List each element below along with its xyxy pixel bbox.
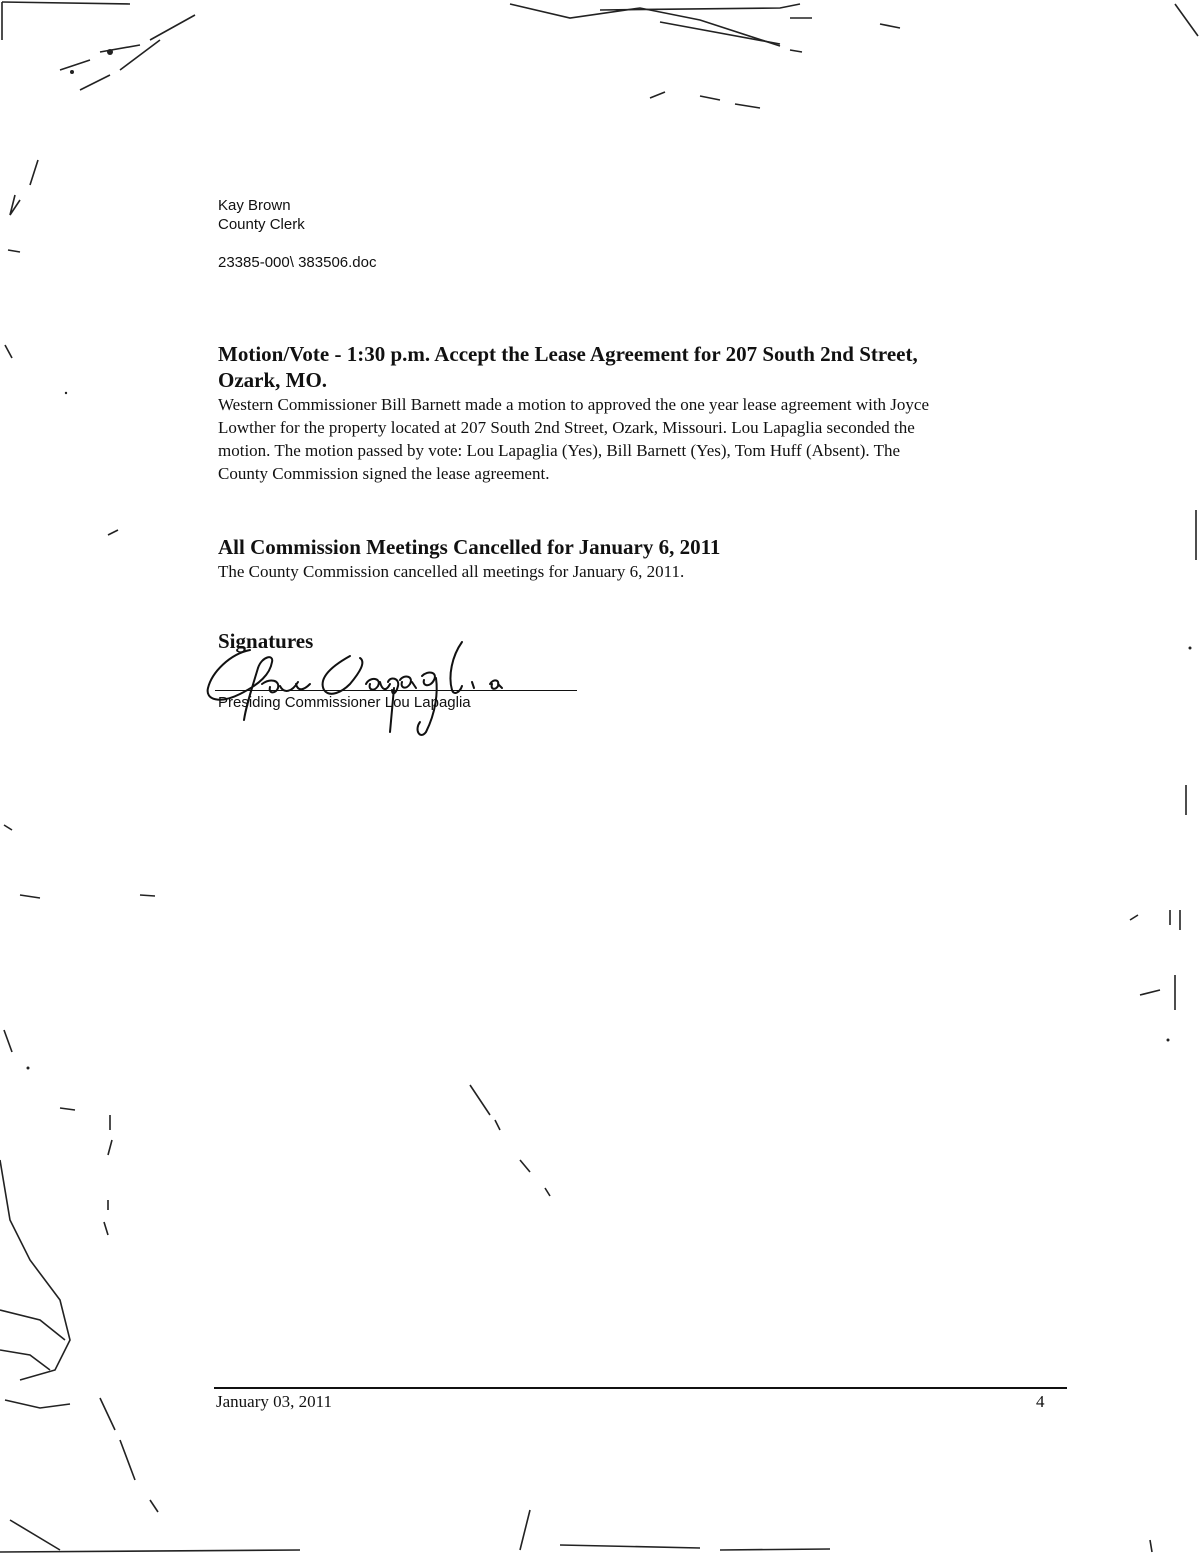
clerk-block xyxy=(218,196,305,234)
signature-caption: Presiding Commissioner Lou Lapaglia xyxy=(218,694,471,711)
clerk-title: County Clerk xyxy=(218,216,305,233)
signature-line xyxy=(215,690,577,691)
section-meetings-cancelled xyxy=(218,534,1058,583)
section-heading-line: Motion/Vote - 1:30 p.m. Accept the Lease Agreement for 207 South 2nd Street, xyxy=(218,342,918,366)
body-line: The County Commission cancelled all meetings for January 6, 2011. xyxy=(218,562,685,581)
footer-date: January 03, 2011 xyxy=(216,1392,332,1411)
handwritten-signature xyxy=(200,632,520,742)
signatures-heading: Signatures xyxy=(218,629,314,653)
section-body xyxy=(218,393,1058,485)
body-line: motion. The motion passed by vote: Lou Lapaglia (Yes), Bill Barnett (Yes), Tom Huff (Absent). The xyxy=(218,441,901,460)
body-line: County Commission signed the lease agreement. xyxy=(218,464,550,483)
footer-rule xyxy=(214,1387,1067,1389)
document-reference: 23385-000\ 383506.doc xyxy=(218,254,377,271)
section-heading xyxy=(218,341,1058,393)
section-body xyxy=(218,560,1058,583)
section-heading: All Commission Meetings Cancelled for January 6, 2011 xyxy=(218,535,721,559)
section-heading-line: Ozark, MO. xyxy=(218,368,328,392)
clerk-name: Kay Brown xyxy=(218,197,291,214)
section-lease-agreement xyxy=(218,341,1058,485)
body-line: Lowther for the property located at 207 South 2nd Street, Ozark, Missouri. Lou Lapaglia seconded the xyxy=(218,418,915,437)
page-number: 4 xyxy=(1036,1392,1045,1411)
body-line: Western Commissioner Bill Barnett made a motion to approved the one year lease agreement with Joyce xyxy=(218,395,930,414)
